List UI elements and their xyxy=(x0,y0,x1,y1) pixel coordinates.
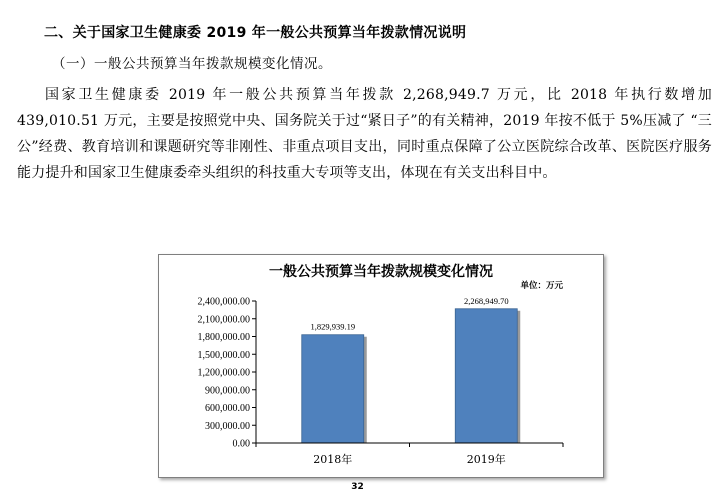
y-tick-label: 600,000.00 xyxy=(205,403,250,414)
bar-value-label: 1,829,939.19 xyxy=(310,321,356,332)
bars xyxy=(302,296,521,443)
y-tick-label: 2,100,000.00 xyxy=(197,314,250,326)
y-tick-label: 1,500,000.00 xyxy=(197,349,250,361)
chart-title: 一般公共预算当年拨款规模变化情况 xyxy=(269,264,493,280)
x-axis xyxy=(256,443,563,466)
y-tick-label: 1,200,000.00 xyxy=(197,367,250,379)
budget-chart xyxy=(158,254,604,478)
x-category-label: 2018年 xyxy=(313,453,353,466)
y-axis xyxy=(198,297,257,450)
bar-value-label: 2,268,949.70 xyxy=(463,295,509,306)
x-category-label: 2019年 xyxy=(466,453,506,466)
chart-canvas xyxy=(159,255,603,477)
body-paragraph: 国家卫生健康委 2019 年一般公共预算当年拨款 2,268,949.7 万元，比 2018 年执行数增加 439,010.51 万元，主要是按照党中央、国务院关于过“紧日子”的有关精神，2019 年按不低于 5%压减了 “三公”经费、教育培训和课题研究等非刚性、非重点项目支出，同时重点保障了公立医院综合改革、医院医疗服务能力提升和国家卫生健康委牵头组织的科技重大专项等支出，体现在有关支出科目中。 xyxy=(17,87,712,181)
y-tick-label: 1,800,000.00 xyxy=(197,332,250,343)
y-tick-label: 2,400,000.00 xyxy=(197,296,250,308)
bar xyxy=(302,335,364,443)
page-number: 32 xyxy=(351,482,364,492)
unit-label: 单位：万元 xyxy=(520,281,563,291)
section-heading: 二、关于国家卫生健康委 2019 年一般公共预算当年拨款情况说明 xyxy=(44,25,467,41)
y-tick-label: 0.00 xyxy=(232,438,250,450)
y-tick-label: 900,000.00 xyxy=(205,385,250,397)
y-tick-label: 300,000.00 xyxy=(205,420,250,432)
bar xyxy=(455,309,517,443)
subsection-heading: （一）一般公共预算当年拨款规模变化情况。 xyxy=(52,56,332,72)
